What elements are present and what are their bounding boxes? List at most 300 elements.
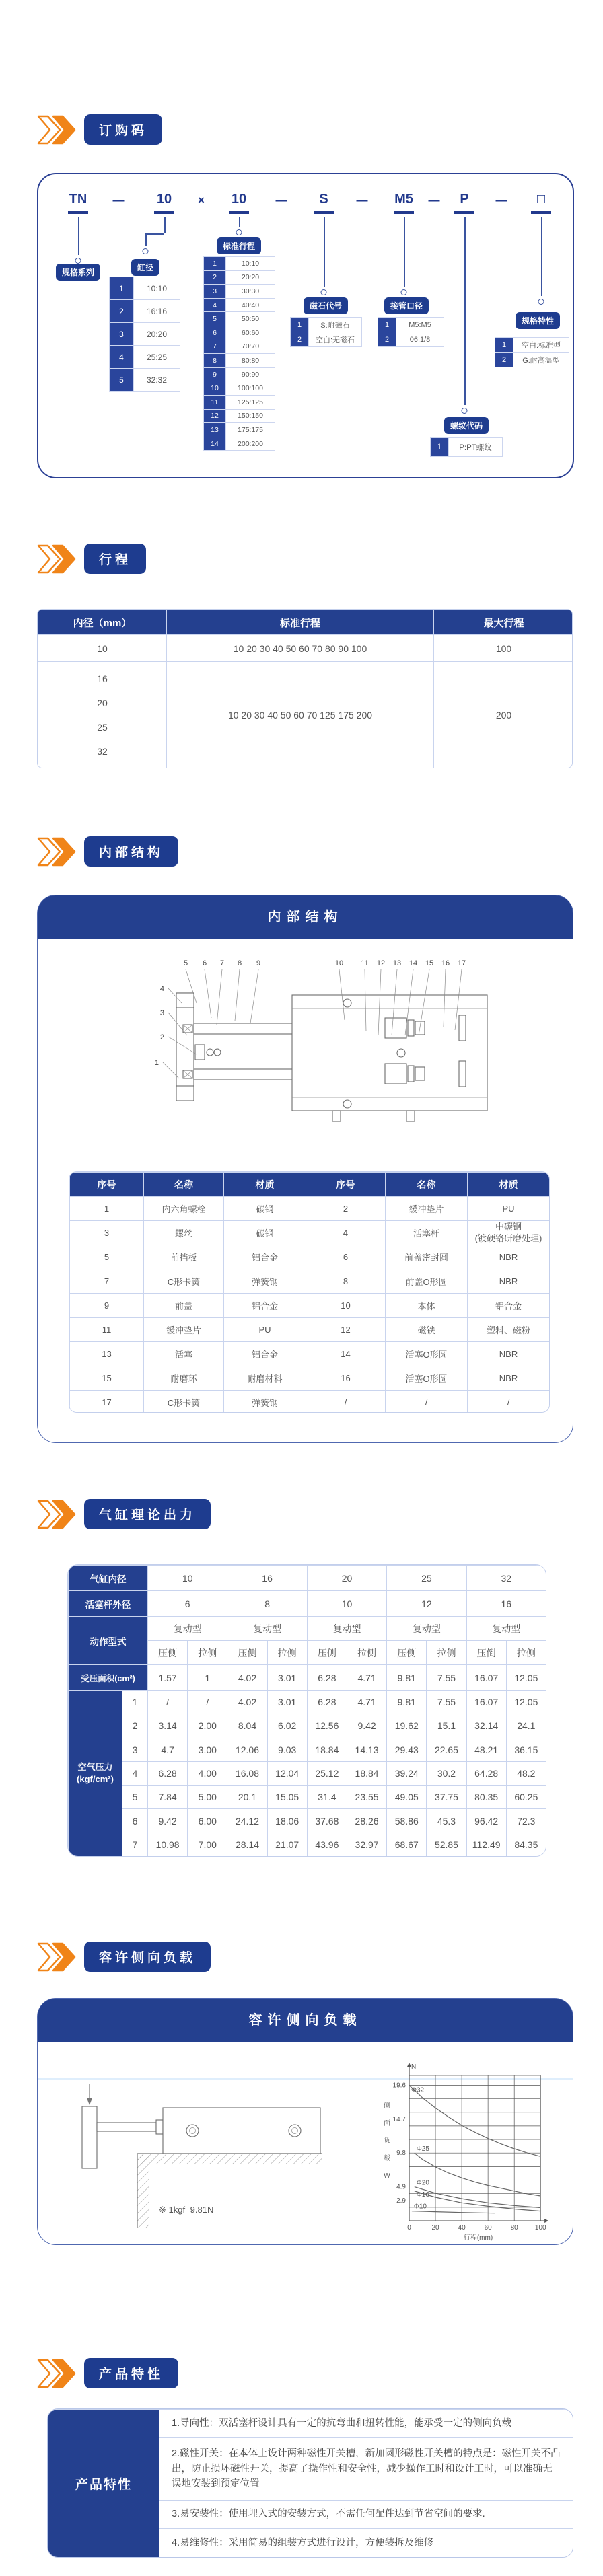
structure-callout-number: 4 (159, 985, 164, 993)
output-pressure-index: 5 (122, 1786, 148, 1809)
output-value-cell: 21.07 (267, 1833, 307, 1856)
output-area-cell: 3.01 (267, 1665, 307, 1691)
connector-line (145, 233, 164, 235)
order-group-value: P:PT螺纹 (449, 438, 503, 457)
double-chevron-icon (37, 544, 76, 574)
parts-cell: 耐磨材料 (224, 1366, 306, 1391)
connector-circle (538, 299, 544, 305)
output-value-cell: / (148, 1691, 188, 1714)
output-area-cell: 4.02 (227, 1665, 267, 1691)
side-load-note: ※ 1kgf=9.81N (159, 2205, 214, 2215)
output-area-cell: 4.71 (347, 1665, 386, 1691)
chart-series-label: Φ25 (416, 2145, 429, 2154)
order-group-value: 30:30 (226, 285, 275, 299)
stroke-standard-cell: 10 20 30 40 50 60 70 125 175 200 (167, 662, 434, 768)
output-value-cell: 7.55 (427, 1691, 466, 1714)
output-value-cell: 7.00 (188, 1833, 227, 1856)
order-group-table (495, 337, 569, 367)
structure-callout-number: 16 (441, 959, 450, 967)
order-group-label: 接管口径 (384, 297, 429, 314)
order-group-index: 7 (204, 340, 226, 354)
parts-row (70, 1197, 550, 1221)
parts-header-cell: 材质 (224, 1173, 306, 1197)
order-group-index: 1 (378, 318, 396, 332)
order-code-part: M5 (394, 192, 413, 207)
parts-cell: 铝合金 (468, 1294, 550, 1318)
output-value-cell: 18.84 (347, 1761, 386, 1785)
output-value-cell: 3.00 (188, 1738, 227, 1761)
output-bore-cell: 10 (148, 1566, 227, 1591)
parts-cell: 活塞O形圆 (386, 1342, 468, 1366)
parts-cell: 弹簧钢 (224, 1391, 306, 1413)
order-code-underline (531, 211, 551, 214)
order-group-row (204, 298, 275, 312)
order-group-index: 1 (495, 338, 513, 353)
section-header-side-load (37, 1942, 211, 1972)
chart-x-tick: 20 (431, 2224, 439, 2232)
structure-card-title: 内部结构 (38, 895, 573, 939)
output-value-cell: 4.00 (188, 1761, 227, 1785)
output-value-cell: 48.21 (466, 1738, 506, 1761)
parts-cell: 6 (306, 1245, 386, 1269)
section-header-structure (37, 836, 178, 867)
section-header-output (37, 1499, 211, 1529)
stroke-header-cell: 内径（mm） (38, 610, 167, 635)
order-group-row (204, 367, 275, 381)
output-row (69, 1809, 546, 1833)
feature-text: 1.导向性：双活塞杆设计具有一定的抗弯曲和扭转性能，能承受一定的侧向负载 (159, 2410, 573, 2438)
output-row (69, 1691, 546, 1714)
section-badge-features: 产品特性 (84, 2358, 178, 2388)
order-group-index: 2 (204, 270, 226, 285)
order-group-index: 4 (204, 298, 226, 312)
output-side-cell: 拉侧 (427, 1641, 466, 1665)
output-side-cell: 拉侧 (506, 1641, 546, 1665)
output-value-cell: 84.35 (506, 1833, 546, 1856)
order-group-value: 60:60 (226, 326, 275, 340)
features-label: 产品特性 (48, 2410, 159, 2558)
structure-callout-number: 1 (154, 1059, 159, 1067)
feature-text: 3.易安装性：使用埋入式的安装方式，不需任何配件达到节省空间的要求. (159, 2501, 573, 2529)
output-value-cell: 80.35 (466, 1786, 506, 1809)
parts-cell: 铝合金 (224, 1342, 306, 1366)
order-code-part: TN (69, 192, 87, 207)
parts-header-cell: 名称 (386, 1173, 468, 1197)
order-code-separator: — (112, 194, 125, 207)
order-group-row (110, 346, 180, 369)
output-label-bore: 气缸内径 (69, 1566, 148, 1591)
order-group-index: 12 (204, 409, 226, 423)
output-value-cell: 32.97 (347, 1833, 386, 1856)
output-value-cell: 12.56 (307, 1714, 347, 1738)
output-label-rod: 活塞杆外径 (69, 1591, 148, 1617)
output-value-cell: 12.05 (506, 1691, 546, 1714)
parts-row (70, 1366, 550, 1391)
output-value-cell: 9.81 (387, 1691, 427, 1714)
structure-callout-number: 9 (256, 959, 261, 967)
order-group-row (204, 423, 275, 437)
output-side-cell: 拉侧 (188, 1641, 227, 1665)
output-value-cell: 28.14 (227, 1833, 267, 1856)
connector-circle (401, 289, 407, 295)
parts-cell: 2 (306, 1197, 386, 1221)
order-group-index: 9 (204, 367, 226, 381)
order-code-part: 10 (231, 192, 247, 207)
chart-y-unit: N (411, 2063, 417, 2071)
order-group-index: 8 (204, 354, 226, 368)
output-bore-cell: 16 (227, 1566, 307, 1591)
chart-x-tick: 0 (407, 2224, 411, 2232)
output-value-cell: 7.84 (148, 1786, 188, 1809)
parts-cell: 碳钢 (224, 1197, 306, 1221)
parts-row (70, 1342, 550, 1366)
order-group-index: 10 (204, 381, 226, 396)
parts-cell: NBR (468, 1342, 550, 1366)
order-group-value: 25:25 (134, 346, 180, 369)
order-code-underline (394, 211, 414, 214)
order-code-underline (154, 211, 174, 214)
parts-cell-line: (镀硬铬研磨处理) (474, 1232, 542, 1243)
output-value-cell: 64.28 (466, 1761, 506, 1785)
parts-cell: NBR (468, 1245, 550, 1269)
chart-y-tick: 14.7 (392, 2115, 406, 2123)
order-group-index: 1 (110, 277, 134, 300)
order-group-row (495, 338, 569, 353)
connector-circle (236, 229, 242, 235)
stroke-standard-cell: 10 20 30 40 50 60 70 80 90 100 (167, 635, 434, 662)
order-code-underline (68, 211, 88, 214)
double-chevron-icon (37, 115, 76, 145)
structure-callout-number: 15 (425, 959, 434, 967)
structure-callout-number: 8 (237, 959, 242, 967)
order-group-row (431, 438, 503, 457)
order-group-table (109, 277, 180, 392)
order-group-index: 2 (110, 300, 134, 323)
order-group-value: 50:50 (226, 312, 275, 326)
output-row (69, 1617, 546, 1641)
connector-line (78, 217, 79, 255)
output-value-cell: 9.03 (267, 1738, 307, 1761)
output-value-cell: 39.24 (387, 1761, 427, 1785)
order-group-index: 3 (110, 323, 134, 346)
output-value-cell: 4.02 (227, 1691, 267, 1714)
output-side-cell: 拉侧 (267, 1641, 307, 1665)
chart-series-label: Φ20 (416, 2179, 429, 2187)
order-code-separator: — (275, 194, 287, 207)
order-group-index: 2 (291, 332, 309, 347)
order-group-value: 40:40 (226, 298, 275, 312)
parts-cell: PU (468, 1197, 550, 1221)
order-group-row (204, 340, 275, 354)
order-group-value: S:附磁石 (309, 318, 362, 332)
order-group-label: 规格系列 (56, 264, 100, 281)
output-pressure-index: 2 (122, 1714, 148, 1738)
order-group-table (290, 317, 362, 347)
output-value-cell: 30.2 (427, 1761, 466, 1785)
parts-cell: 前盖密封圆 (386, 1245, 468, 1269)
parts-header-cell: 材质 (468, 1173, 550, 1197)
order-group-row (204, 395, 275, 409)
order-group-index: 1 (204, 257, 226, 271)
order-group-index: 11 (204, 395, 226, 409)
output-area-cell: 1 (188, 1665, 227, 1691)
order-group-index: 1 (291, 318, 309, 332)
stroke-row (38, 635, 573, 662)
order-group-value: 70:70 (226, 340, 275, 354)
order-group-value: G:耐高温型 (513, 353, 569, 367)
chart-y-label-char: 面 (384, 2120, 390, 2127)
output-row (69, 1761, 546, 1785)
output-value-cell: 28.26 (347, 1809, 386, 1833)
parts-cell: 前挡板 (144, 1245, 224, 1269)
order-group-index: 2 (495, 353, 513, 367)
order-group-label: 螺纹代码 (444, 417, 489, 434)
chart-x-tick: 40 (458, 2224, 466, 2232)
order-group-value: 06:1/8 (396, 332, 444, 347)
order-code-underline (454, 211, 474, 214)
output-table-grid (68, 1565, 546, 1857)
parts-header-row (70, 1173, 550, 1197)
output-value-cell: 16.07 (466, 1691, 506, 1714)
parts-cell: 4 (306, 1221, 386, 1245)
structure-card (37, 895, 573, 1443)
order-group-value: 90:90 (226, 367, 275, 381)
stroke-table-grid (38, 610, 573, 768)
order-group-value: 80:80 (226, 354, 275, 368)
order-group-index: 4 (110, 346, 134, 369)
stroke-max-cell: 200 (434, 662, 573, 768)
output-pressure-index: 7 (122, 1833, 148, 1856)
parts-cell: 10 (306, 1294, 386, 1318)
connector-circle (462, 408, 468, 414)
parts-cell: 17 (70, 1391, 144, 1413)
order-group-row (204, 381, 275, 396)
double-chevron-icon (37, 837, 76, 867)
stroke-bore-cell (38, 662, 167, 768)
feature-text: 4.易维修性：采用简易的组装方式进行设计，方便装拆及维修 (159, 2529, 573, 2558)
parts-cell: 5 (70, 1245, 144, 1269)
output-action-cell: 复动型 (148, 1617, 227, 1641)
output-bore-cell: 32 (466, 1566, 546, 1591)
order-group-value: 10:10 (134, 277, 180, 300)
output-action-cell: 复动型 (466, 1617, 546, 1641)
structure-callout-number: 14 (409, 959, 418, 967)
parts-cell: 9 (70, 1294, 144, 1318)
order-group-row (204, 257, 275, 271)
parts-header-cell: 序号 (70, 1173, 144, 1197)
output-value-cell: 4.7 (148, 1738, 188, 1761)
chart-y-label-char: 载 (384, 2155, 390, 2162)
structure-callout-number: 7 (219, 959, 225, 967)
parts-cell-line: 中碳钢 (495, 1222, 522, 1232)
order-group-row (204, 312, 275, 326)
double-chevron-icon (37, 1500, 76, 1529)
order-group-index: 5 (204, 312, 226, 326)
stroke-bore-cell: 10 (38, 635, 167, 662)
structure-callout-number: 11 (361, 959, 369, 967)
order-group-row (291, 332, 362, 347)
output-value-cell: 18.84 (307, 1738, 347, 1761)
order-group-label: 标准行程 (217, 237, 261, 254)
section-badge-structure: 内部结构 (84, 836, 178, 867)
output-action-cell: 复动型 (387, 1617, 466, 1641)
output-area-cell: 1.57 (148, 1665, 188, 1691)
output-value-cell: 8.04 (227, 1714, 267, 1738)
output-value-cell: 31.4 (307, 1786, 347, 1809)
parts-row (70, 1269, 550, 1294)
stroke-header-row (38, 610, 573, 635)
parts-cell: 12 (306, 1318, 386, 1342)
parts-cell: 铝合金 (224, 1245, 306, 1269)
parts-cell: 螺丝 (144, 1221, 224, 1245)
connector-line (324, 217, 325, 287)
parts-cell: 1 (70, 1197, 144, 1221)
chart-series-label: Φ32 (411, 2086, 425, 2094)
order-group-value: 150:150 (226, 409, 275, 423)
order-group-value: 100:100 (226, 381, 275, 396)
order-group-row (378, 332, 444, 347)
order-group-row (291, 318, 362, 332)
order-code-underline (314, 211, 334, 214)
output-pressure-label-line: 空气压力 (77, 1761, 113, 1772)
output-value-cell: 60.25 (506, 1786, 546, 1809)
output-area-cell: 12.05 (506, 1665, 546, 1691)
side-load-chart (374, 2046, 573, 2241)
output-side-cell: 压侧 (227, 1641, 267, 1665)
order-group-row (378, 318, 444, 332)
output-value-cell: 5.00 (188, 1786, 227, 1809)
order-group-row (495, 353, 569, 367)
chart-y-tick: 9.8 (396, 2149, 406, 2158)
order-group-row (204, 354, 275, 368)
order-code-card (37, 173, 574, 478)
parts-cell: 弹簧钢 (224, 1269, 306, 1294)
chart-y-label-char: W (384, 2172, 390, 2180)
output-value-cell: 9.42 (148, 1809, 188, 1833)
order-group-value: M5:M5 (396, 318, 444, 332)
output-value-cell: / (188, 1691, 227, 1714)
structure-callout-number: 2 (159, 1033, 164, 1041)
output-rod-cell: 12 (387, 1591, 466, 1617)
output-value-cell: 20.1 (227, 1786, 267, 1809)
output-label-action: 动作型式 (69, 1617, 148, 1665)
order-group-index: 5 (110, 369, 134, 392)
order-code-part: 10 (156, 192, 172, 207)
section-badge-output: 气缸理论出力 (84, 1499, 211, 1529)
output-value-cell: 2.00 (188, 1714, 227, 1738)
output-pressure-index: 1 (122, 1691, 148, 1714)
chart-y-tick: 2.9 (396, 2197, 406, 2205)
stroke-bore-value: 16 (97, 673, 108, 684)
parts-cell: 15 (70, 1366, 144, 1391)
section-header-stroke (37, 544, 146, 574)
parts-table (69, 1171, 550, 1413)
output-value-cell: 49.05 (387, 1786, 427, 1809)
parts-header-cell: 名称 (144, 1173, 224, 1197)
output-value-cell: 43.96 (307, 1833, 347, 1856)
order-group-label: 缸径 (131, 259, 159, 276)
chart-x-label: 行程(mm) (463, 2234, 493, 2241)
parts-cell: NBR (468, 1366, 550, 1391)
output-value-cell: 68.67 (387, 1833, 427, 1856)
output-value-cell: 10.98 (148, 1833, 188, 1856)
output-value-cell: 37.75 (427, 1786, 466, 1809)
connector-circle (75, 258, 81, 264)
output-value-cell: 48.2 (506, 1761, 546, 1785)
parts-cell (468, 1221, 550, 1245)
parts-cell: 活塞O形圆 (386, 1366, 468, 1391)
output-action-cell: 复动型 (227, 1617, 307, 1641)
output-row (69, 1591, 546, 1617)
output-value-cell: 6.28 (148, 1761, 188, 1785)
parts-cell: 塑料、磁粉 (468, 1318, 550, 1342)
order-group-value: 20:20 (134, 323, 180, 346)
parts-cell: / (468, 1391, 550, 1413)
order-group-row (204, 409, 275, 423)
output-value-cell: 58.86 (387, 1809, 427, 1833)
parts-cell: 13 (70, 1342, 144, 1366)
order-code-part: P (460, 192, 469, 207)
structure-callout-number: 13 (392, 959, 402, 967)
connector-line (541, 217, 542, 296)
output-rod-cell: 8 (227, 1591, 307, 1617)
order-group-index: 13 (204, 423, 226, 437)
theoretical-output-table (67, 1564, 546, 1857)
connector-line (145, 233, 147, 246)
structure-callout-number: 6 (202, 959, 207, 967)
output-side-cell: 压侧 (148, 1641, 188, 1665)
connector-line (404, 217, 405, 287)
parts-cell: 前盖O形圆 (386, 1269, 468, 1294)
side-load-card (37, 1998, 573, 2245)
output-value-cell: 6.02 (267, 1714, 307, 1738)
features-table-grid (48, 2409, 573, 2558)
stroke-bore-value: 20 (97, 697, 108, 708)
output-value-cell: 12.06 (227, 1738, 267, 1761)
parts-cell: 活塞杆 (386, 1221, 468, 1245)
order-group-row (110, 277, 180, 300)
output-value-cell: 22.65 (427, 1738, 466, 1761)
order-group-value: 空白:标准型 (513, 338, 569, 353)
parts-row (70, 1318, 550, 1342)
parts-cell: 本体 (386, 1294, 468, 1318)
chart-series-label: Φ10 (413, 2203, 427, 2211)
connector-circle (321, 289, 327, 295)
order-group-row (204, 285, 275, 299)
section-badge-order-code: 订购码 (84, 114, 162, 145)
order-group-value: 200:200 (226, 437, 275, 451)
order-group-value: 16:16 (134, 300, 180, 323)
order-group-value: 空白:无磁石 (309, 332, 362, 347)
order-group-label: 规格特性 (516, 312, 560, 329)
order-group-row (204, 437, 275, 451)
order-group-label: 磁石代号 (304, 297, 348, 314)
section-header-order-code (37, 114, 162, 145)
side-load-diagram (58, 2080, 347, 2238)
order-group-table (430, 437, 503, 457)
parts-cell: C形卡簧 (144, 1391, 224, 1413)
output-rod-cell: 10 (307, 1591, 386, 1617)
structure-callout-number: 17 (457, 959, 466, 967)
output-value-cell: 29.43 (387, 1738, 427, 1761)
double-chevron-icon (37, 1942, 76, 1972)
double-chevron-icon (37, 2359, 76, 2388)
order-group-row (110, 323, 180, 346)
output-value-cell: 18.06 (267, 1809, 307, 1833)
order-group-row (110, 300, 180, 323)
output-value-cell: 96.42 (466, 1809, 506, 1833)
output-value-cell: 16.08 (227, 1761, 267, 1785)
